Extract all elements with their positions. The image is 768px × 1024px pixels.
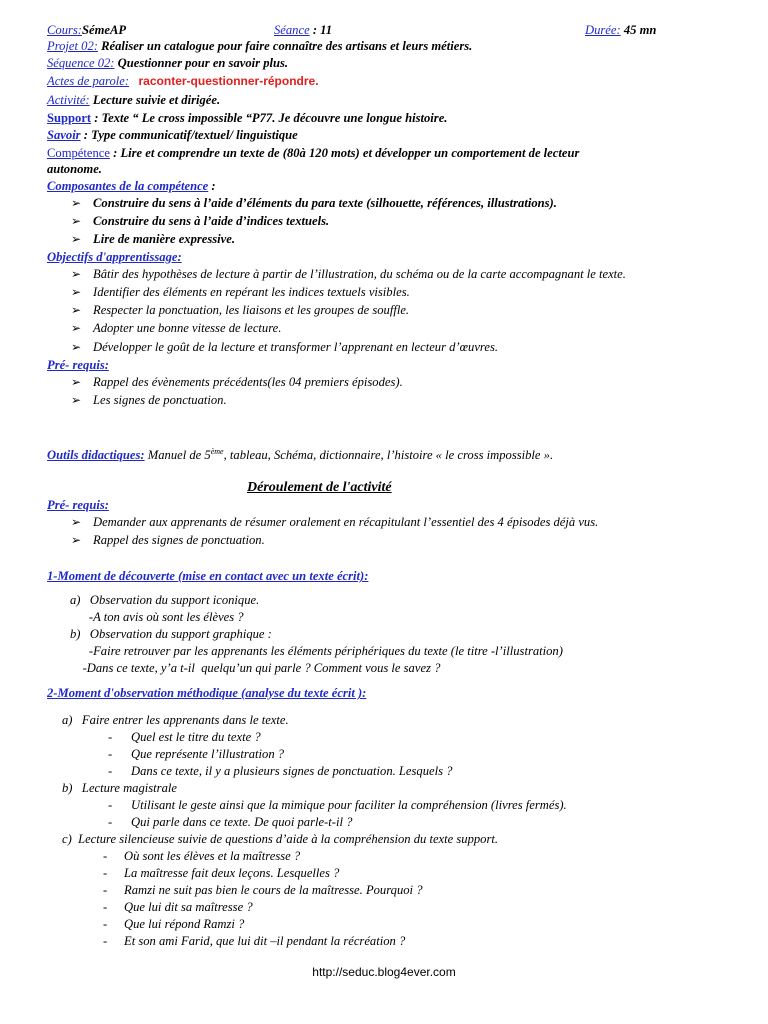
objectif-item: Respecter la ponctuation, les liaisons et les groupes de souffle.: [93, 303, 410, 317]
objectif-item: Identifier des éléments en repérant les indices textuels visibles.: [93, 285, 410, 299]
actes-line: [47, 74, 319, 89]
projet-line: [47, 39, 472, 54]
support-value: : Texte “ Le cross impossible “P77. Je découvre une longue histoire.: [94, 111, 448, 125]
header-cours: [47, 23, 126, 38]
moment1-line: -Dans ce texte, y’a t-il quelqu’un qui parle ? Comment vous le savez ?: [70, 661, 441, 675]
composante-item: Construire du sens à l’aide d’indices textuels.: [93, 214, 330, 228]
prerequis2-item: Demander aux apprenants de résumer oralement en récapitulant l’essentiel des 4 épisodes déjà vus.: [93, 515, 599, 529]
arrow-bullet-icon: ➢: [71, 375, 82, 389]
list-item: Quel est le titre du texte ?: [131, 730, 261, 744]
list-item: Que représente l’illustration ?: [131, 747, 285, 761]
sequence-line: [47, 56, 288, 71]
activite-value: Lecture suivie et dirigée.: [92, 93, 221, 107]
competence-line-2: [47, 162, 102, 177]
projet-label: Projet 02:: [47, 39, 98, 53]
list-item: Qui parle dans ce texte. De quoi parle-t-il ?: [131, 815, 353, 829]
footer-url[interactable]: http://seduc.blog4ever.com: [312, 965, 456, 979]
projet-value: Réaliser un catalogue pour faire connaître des artisans et leurs métiers.: [101, 39, 473, 53]
list-item: La maîtresse fait deux leçons. Lesquelles ?: [124, 866, 340, 880]
duree-value: 45 mn: [623, 23, 657, 37]
prerequis-heading: [47, 358, 109, 373]
moment1-line: a) Observation du support iconique.: [70, 593, 260, 607]
list-item: Et son ami Farid, que lui dit –il pendant la récréation ?: [124, 934, 406, 948]
activite-label: Activité:: [47, 93, 90, 107]
arrow-bullet-icon: ➢: [71, 214, 82, 228]
page-title: Déroulement de l'activité: [247, 480, 392, 495]
composante-item: Construire du sens à l’aide d’éléments du para texte (silhouette, références, illustrations).: [93, 196, 557, 210]
moment2-a-label: a) Faire entrer les apprenants dans le texte.: [62, 713, 289, 727]
arrow-bullet-icon: ➢: [71, 267, 82, 281]
moment1-title: 1-Moment de découverte (mise en contact avec un texte écrit):: [47, 569, 369, 583]
cours-label: Cours:: [47, 23, 82, 37]
list-item: Dans ce texte, il y a plusieurs signes de ponctuation. Lesquels ?: [131, 764, 453, 778]
arrow-bullet-icon: ➢: [71, 393, 82, 407]
savoir-value: : Type communicatif/textuel/ linguistique: [83, 128, 298, 142]
cours-value: SémeAP: [82, 23, 127, 37]
prerequis-item: Rappel des évènements précédents(les 04 premiers épisodes).: [93, 375, 403, 389]
composantes-heading: Composantes de la compétence :: [47, 179, 216, 193]
prerequis2-item: Rappel des signes de ponctuation.: [93, 533, 265, 547]
savoir-line: [47, 128, 298, 143]
list-item: Que lui répond Ramzi ?: [124, 917, 245, 931]
arrow-bullet-icon: ➢: [71, 533, 82, 547]
arrow-bullet-icon: ➢: [71, 285, 82, 299]
composante-item: Lire de manière expressive.: [93, 232, 235, 246]
competence-line: [47, 146, 579, 161]
objectif-item: Bâtir des hypothèses de lecture à partir de l’illustration, du schéma ou de la carte accompagnant le texte.: [93, 267, 626, 281]
arrow-bullet-icon: ➢: [71, 303, 82, 317]
objectif-item: Adopter une bonne vitesse de lecture.: [93, 321, 282, 335]
moment1-line: -Faire retrouver par les apprenants les éléments périphériques du texte (le titre -l’illustration): [70, 644, 563, 658]
list-item: Ramzi ne suit pas bien le cours de la maîtresse. Pourquoi ?: [124, 883, 423, 897]
support-line: [47, 111, 447, 126]
sequence-value: Questionner pour en savoir plus.: [117, 56, 289, 70]
objectifs-heading: [47, 250, 182, 265]
sequence-label: Séquence 02:: [47, 56, 115, 70]
competence-label: Compétence: [47, 146, 110, 160]
support-label: Support: [47, 111, 92, 125]
header-duree: [585, 23, 656, 38]
outils-label: Outils didactiques:: [47, 448, 145, 463]
duree-label: Durée:: [585, 23, 621, 37]
arrow-bullet-icon: ➢: [71, 321, 82, 335]
outils-line: Outils didactiques: Manuel de 5ème, tableau, Schéma, dictionnaire, l’histoire « le cross impossible ».: [47, 447, 554, 463]
moment2-b-label: b) Lecture magistrale: [62, 781, 177, 795]
arrow-bullet-icon: ➢: [71, 340, 82, 354]
prerequis2-heading: [47, 498, 109, 513]
moment1-line: b) Observation du support graphique :: [70, 627, 272, 641]
savoir-label: Savoir: [47, 128, 81, 142]
actes-value: raconter-questionner-répondre.: [138, 74, 319, 88]
prerequis-item: Les signes de ponctuation.: [93, 393, 227, 407]
prerequis2-label: Pré- requis:: [47, 498, 109, 512]
competence-value-2: autonome.: [47, 162, 102, 176]
seance-label: Séance: [274, 23, 310, 37]
objectifs-label: Objectifs d'apprentissage:: [47, 250, 182, 264]
composantes-label: Composantes de la compétence: [47, 179, 209, 193]
arrow-bullet-icon: ➢: [71, 515, 82, 529]
arrow-bullet-icon: ➢: [71, 232, 82, 246]
prerequis-label: Pré- requis:: [47, 358, 109, 372]
header-seance: [274, 23, 332, 38]
activite-line: [47, 93, 220, 108]
list-item: Que lui dit sa maîtresse ?: [124, 900, 253, 914]
competence-value: : Lire et comprendre un texte de (80à 120 mots) et développer un comportement de lecteur: [113, 146, 580, 160]
moment2-c-label: c) Lecture silencieuse suivie de questions d’aide à la compréhension du texte support.: [62, 832, 499, 846]
objectif-item: Développer le goût de la lecture et transformer l’apprenant en lecteur d’œuvres.: [93, 340, 498, 354]
moment1-line: -A ton avis où sont les élèves ?: [70, 610, 244, 624]
seance-value: : 11: [312, 23, 333, 37]
list-item: Utilisant le geste ainsi que la mimique pour faciliter la compréhension (livres fermés).: [131, 798, 567, 812]
list-item: Où sont les élèves et la maîtresse ?: [124, 849, 301, 863]
moment2-title: 2-Moment d'observation méthodique (analyse du texte écrit ):: [47, 686, 367, 700]
actes-label: Actes de parole:: [47, 74, 130, 88]
arrow-bullet-icon: ➢: [71, 196, 82, 210]
